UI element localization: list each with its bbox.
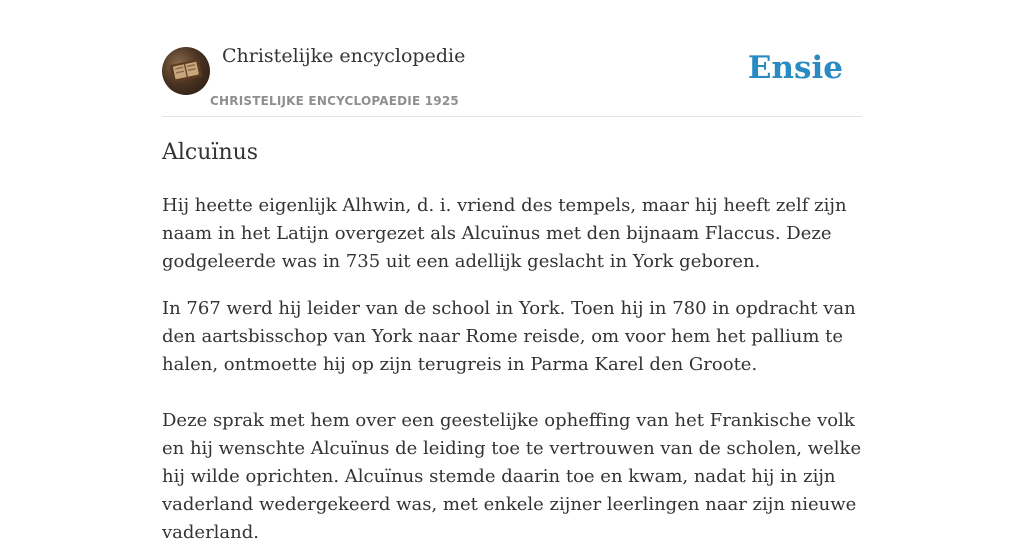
article-paragraph: Hij heette eigenlijk Alhwin, d. i. vriend des tempels, maar hij heeft zelf zijn naam in het Latijn overgezet als Alcuïnus met den bijnaam Flaccus. Deze godgeleerde was in 735 uit een adellijk geslacht in York geboren.: [162, 195, 847, 272]
article-title: Alcuïnus: [162, 140, 259, 165]
article-paragraph: In 767 werd hij leider van de school in York. Toen hij in 780 in opdracht van den aartsbisschop van York naar Rome reisde, om voor hem het pallium te halen, ontmoette hij op zijn terugreis in Parma Karel den Groote.: [162, 298, 856, 375]
page-container: [162, 0, 862, 543]
source-avatar[interactable]: [162, 47, 210, 95]
book-image-icon: [162, 47, 210, 95]
source-subtitle: CHRISTELIJKE ENCYCLOPAEDIE 1925: [210, 94, 459, 108]
article-paragraph: Deze sprak met hem over een geestelijke opheffing van het Frankische volk en hij wenschte Alcuïnus de leiding toe te vertrouwen van de scholen, welke hij wilde oprichten. Alcuïnus stemde daarin toe en kwam, nadat hij in zijn vaderland wedergekeerd was, met enkele zijner leerlingen naar zijn nieuwe vaderland.: [162, 410, 862, 543]
ensie-logo[interactable]: Ensie: [747, 50, 843, 86]
source-name-link[interactable]: Christelijke encyclopedie: [222, 45, 466, 67]
source-header: [162, 0, 862, 117]
